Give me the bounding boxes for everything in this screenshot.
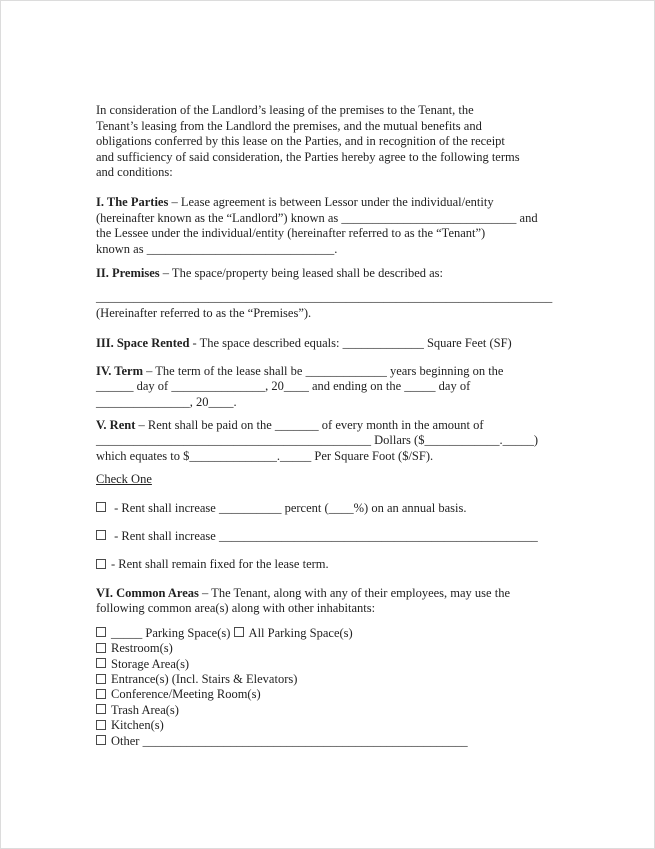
rent-title: V. Rent <box>96 417 136 432</box>
term-lead: – The term of the lease shall be _____________ years beginning on the <box>143 363 504 378</box>
common-areas-heading-line <box>96 586 566 602</box>
term-heading-line <box>96 364 566 380</box>
parties-line: (hereinafter known as the “Landlord”) known as ____________________________ and <box>96 210 538 225</box>
intro-line: and sufficiency of said consideration, the Parties hereby agree to the following terms <box>96 149 520 164</box>
term-line: _______________, 20____. <box>96 394 237 409</box>
rent-increase-percent-option <box>96 501 566 517</box>
space-rented-title: III. Space Rented <box>96 336 190 351</box>
section-parties <box>96 195 566 257</box>
intro-line: Tenant’s leasing from the Landlord the premises, and the mutual benefits and <box>96 118 482 133</box>
parties-line: known as ______________________________. <box>96 241 338 256</box>
kitchen-label: Kitchen(s) <box>111 718 164 733</box>
trash-area-checkbox[interactable] <box>96 704 106 714</box>
rent-fixed-option <box>96 557 566 573</box>
check-one-heading-text: Check One <box>96 472 152 487</box>
parking-row <box>96 626 566 641</box>
parties-line: the Lessee under the individual/entity (hereinafter referred to as the “Tenant”) <box>96 226 486 241</box>
entrance-checkbox[interactable] <box>96 674 106 684</box>
parties-title: I. The Parties <box>96 194 169 209</box>
parties-heading-line <box>96 195 566 211</box>
premises-description-blank: _________________________________________________________________________ <box>96 289 553 304</box>
section-space-rented <box>96 336 566 352</box>
kitchen-checkbox[interactable] <box>96 720 106 730</box>
kitchen-row <box>96 718 566 733</box>
common-areas-lead: – The Tenant, along with any of their employees, may use the <box>198 585 510 600</box>
premises-title: II. Premises <box>96 266 160 281</box>
rent-fixed-label: - Rent shall remain fixed for the lease term. <box>111 557 329 572</box>
parties-lead: – Lease agreement is between Lessor under the individual/entity <box>168 194 494 209</box>
storage-area-row <box>96 657 566 672</box>
intro-line: and conditions: <box>96 165 173 180</box>
check-one-heading <box>96 472 566 488</box>
document-content <box>96 103 566 749</box>
conference-room-row <box>96 687 566 702</box>
other-label: Other ____________________________________________________ <box>111 733 468 748</box>
rent-increase-custom-option <box>96 529 566 545</box>
intro-paragraph <box>96 103 566 181</box>
rent-heading-line <box>96 418 566 434</box>
rent-fixed-checkbox[interactable] <box>96 559 106 569</box>
rent-line: which equates to $______________._____ Per Square Foot ($/SF). <box>96 448 434 463</box>
space-rented-heading-line <box>96 336 566 352</box>
other-checkbox[interactable] <box>96 735 106 745</box>
restroom-row <box>96 641 566 656</box>
all-parking-spaces-label: All Parking Space(s) <box>248 625 353 640</box>
restroom-label: Restroom(s) <box>111 641 173 656</box>
common-areas-checklist <box>96 626 566 749</box>
storage-area-checkbox[interactable] <box>96 658 106 668</box>
section-term <box>96 364 566 411</box>
intro-line: obligations conferred by this lease on the Parties, and in recognition of the receipt <box>96 134 505 149</box>
term-line: ______ day of _______________, 20____ and ending on the _____ day of <box>96 379 471 394</box>
trash-area-row <box>96 703 566 718</box>
rent-line: ____________________________________________ Dollars ($____________._____) <box>96 433 538 448</box>
storage-area-label: Storage Area(s) <box>111 656 190 671</box>
common-areas-line: following common area(s) along with other inhabitants: <box>96 601 376 616</box>
rent-increase-custom-checkbox[interactable] <box>96 530 106 540</box>
premises-caption: (Hereinafter referred to as the “Premises”). <box>96 305 312 320</box>
parking-spaces-checkbox[interactable] <box>96 627 106 637</box>
premises-lead: – The space/property being leased shall be described as: <box>159 266 444 281</box>
conference-room-checkbox[interactable] <box>96 689 106 699</box>
rent-lead: – Rent shall be paid on the _______ of every month in the amount of <box>135 417 484 432</box>
rent-increase-custom-label: - Rent shall increase ___________________________________________________ <box>111 528 538 543</box>
section-premises <box>96 266 566 321</box>
entrance-label: Entrance(s) (Incl. Stairs & Elevators) <box>111 672 298 687</box>
conference-room-label: Conference/Meeting Room(s) <box>111 687 261 702</box>
check-one-block <box>96 472 566 572</box>
common-areas-title: VI. Common Areas <box>96 585 199 600</box>
intro-line: In consideration of the Landlord’s leasing of the premises to the Tenant, the <box>96 103 474 117</box>
other-row <box>96 734 566 749</box>
space-rented-lead: - The space described equals: _____________ Square Feet (SF) <box>189 336 512 351</box>
term-title: IV. Term <box>96 363 144 378</box>
section-rent <box>96 418 566 465</box>
section-common-areas <box>96 586 566 617</box>
rent-increase-percent-label: - Rent shall increase __________ percent (____%) on an annual basis. <box>111 500 467 515</box>
rent-increase-percent-checkbox[interactable] <box>96 502 106 512</box>
restroom-checkbox[interactable] <box>96 643 106 653</box>
trash-area-label: Trash Area(s) <box>111 702 179 717</box>
entrance-row <box>96 672 566 687</box>
premises-heading-line <box>96 266 566 282</box>
parking-spaces-label: _____ Parking Space(s) <box>111 625 231 640</box>
all-parking-spaces-checkbox[interactable] <box>234 627 244 637</box>
